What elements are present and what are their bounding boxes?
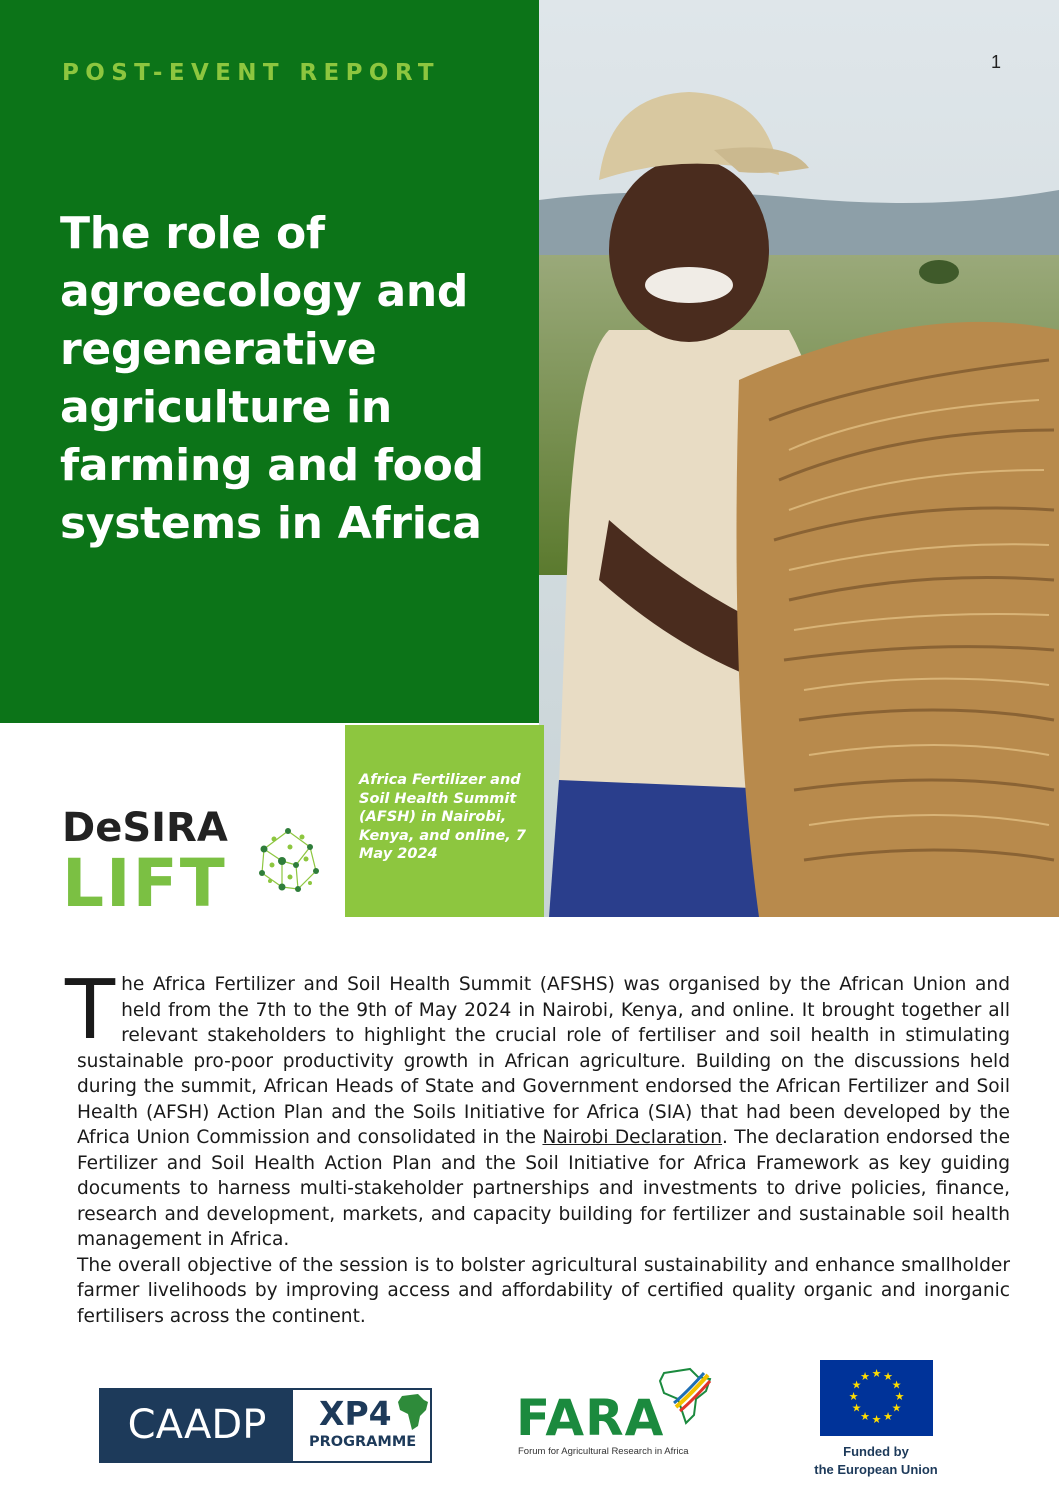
svg-text:★: ★ — [851, 1401, 862, 1415]
eu-line-1: Funded by — [843, 1444, 909, 1459]
page-number: 1 — [990, 52, 1001, 72]
programme-label: PROGRAMME — [309, 1434, 417, 1450]
xp4-wordmark: XP4 — [319, 1394, 392, 1433]
fara-wordmark: FARA — [516, 1389, 665, 1447]
svg-text:★: ★ — [871, 1413, 882, 1426]
footer-logos — [0, 1355, 1059, 1497]
svg-text:★: ★ — [848, 1390, 859, 1403]
para1-part-a: he Africa Fertilizer and Soil Health Summit (AFSHS) was organised by the African Union and held from the 7th to the 9th of May 2024 in Nairobi, Kenya, and online. It brought together all relevant stakeholders to highlight the crucial role of fertiliser and soil health in stimulating sustainable pro-poor productivity growth in African agriculture. Building on the discussions held during the summit, African Heads of State and Government endorsed the African Fertilizer and Soil Health (AFSH) Action Plan and the Soils Initiative for Africa (SIA) that had been developed by the Africa Union Commission and consolidated in the — [77, 974, 1010, 1148]
network-globe-icon — [252, 825, 324, 897]
svg-text:★: ★ — [883, 1410, 893, 1423]
body-paragraph-1 — [65, 963, 1011, 1253]
svg-text:★: ★ — [871, 1367, 882, 1380]
svg-text:★: ★ — [891, 1401, 902, 1415]
caadp-xp4-logo — [99, 1388, 432, 1463]
logo-word-lift: LIFT — [62, 845, 227, 922]
fara-subtitle: Forum for Agricultural Research in Africa — [518, 1446, 689, 1457]
eu-line-2: the European Union — [814, 1462, 938, 1477]
body-paragraph-2: The overall objective of the session is to bolster agricultural sustainability and enhance smallholder farmer livelihoods by improving access and affordability of certified quality organic and inorganic fertilisers across the continent. — [77, 1254, 1010, 1327]
svg-text:★: ★ — [894, 1390, 905, 1403]
event-box — [345, 725, 544, 917]
svg-text:★: ★ — [860, 1370, 870, 1383]
caadp-wordmark: CAADP — [101, 1390, 293, 1461]
africa-map-icon — [396, 1392, 430, 1432]
desira-lift-logo — [62, 805, 332, 920]
eu-stars-icon — [820, 1360, 933, 1436]
africa-map-icon — [656, 1367, 714, 1427]
logo-word-desira: DeSIRA — [62, 805, 228, 851]
body-text — [65, 963, 1011, 1329]
page-title: The role of agroecology and regenerative agriculture in farming and food systems in Africa — [60, 208, 484, 549]
nairobi-declaration-link[interactable]: Nairobi Declaration — [542, 1127, 723, 1148]
eu-funding-text — [800, 1443, 952, 1479]
report-kicker: POST-EVENT REPORT — [62, 60, 440, 86]
event-caption: Africa Fertilizer and Soil Health Summit (AFSH) in Nairobi, Kenya, and online, 7 May 2024 — [359, 772, 526, 862]
title-panel — [0, 0, 539, 723]
eu-flag — [820, 1360, 933, 1436]
fara-logo — [516, 1367, 716, 1457]
svg-text:★: ★ — [891, 1378, 902, 1392]
svg-text:★: ★ — [883, 1370, 893, 1383]
svg-text:★: ★ — [860, 1410, 870, 1423]
para1-part-b: . The declaration endorsed the Fertilizer and Soil Health Action Plan and the Soil Initiative for Africa Framework as key guiding documents to harness multi-stakeholder partnerships and investments to drive policies, finance, research and development, markets, and capacity building for fertilizer and sustainable soil health management in Africa. — [77, 1127, 1011, 1250]
cover-photo — [539, 0, 1059, 917]
drop-cap: T — [65, 963, 116, 1058]
svg-text:★: ★ — [851, 1378, 862, 1392]
